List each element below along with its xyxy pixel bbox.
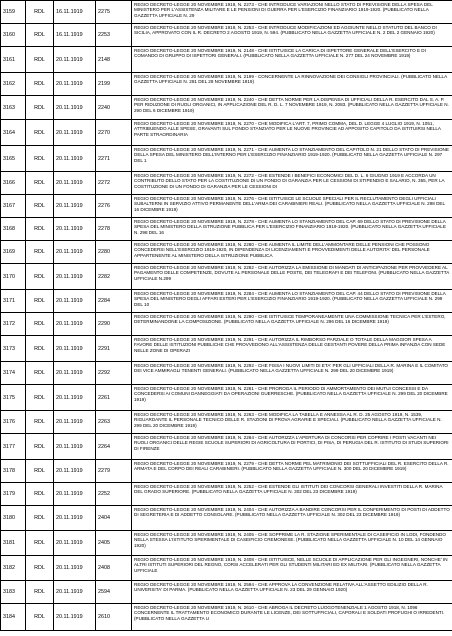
table-row xyxy=(1,556,452,581)
cell-type: RDL xyxy=(26,460,54,483)
table-row xyxy=(1,362,452,385)
table-row xyxy=(1,290,452,313)
cell-type: RDL xyxy=(26,146,54,172)
cell-code: 2404 xyxy=(96,506,132,531)
cell-type: RDL xyxy=(26,290,54,313)
cell-date: 20.11.1919 xyxy=(54,195,96,218)
cell-date: 20.11.1919 xyxy=(54,313,96,336)
cell-code: 2261 xyxy=(96,385,132,411)
cell-description: REGIO DECRETO-LEGGE 20 NOVEMBRE 1919, N. 2252 - CHE ESTENDE GLI ISTITUTI DEI CONCORSI GENERALI INVESTITI DELLA R. MARINA DEL GRADO SUPERIORE. (PUBBLICATO NELLA GAZZETTA UFFICIALE N. 302 DEL 23 DICEMBRE 1919) xyxy=(132,483,452,506)
cell-code: 2280 xyxy=(96,241,132,264)
cell-number: 3161 xyxy=(1,47,26,73)
table-row xyxy=(1,195,452,218)
table-row xyxy=(1,96,452,120)
cell-type: RDL xyxy=(26,264,54,290)
table-row xyxy=(1,313,452,336)
cell-description: REGIO DECRETO-LEGGE 20 NOVEMBRE 1919, N. 2284 - CHE AUMENTA LO STANZIAMENTO DEL CAP. 44 DELLO STATO DI PREVISIONE DELLA SPESA DEL MINISTERO DEGLI AFFARI ESTERI PER L'ESERCIZIO FINANZIARIO 1919-1920. (PUBBLICATO NELLA GAZZETTA UFFICIALE N. 299 DEL 10 xyxy=(132,290,452,313)
cell-date: 20.11.1919 xyxy=(54,241,96,264)
table-row xyxy=(1,146,452,172)
cell-number: 3167 xyxy=(1,195,26,218)
cell-code: 2405 xyxy=(96,531,132,556)
cell-number: 3169 xyxy=(1,241,26,264)
cell-type: RDL xyxy=(26,385,54,411)
cell-code: 2408 xyxy=(96,556,132,581)
cell-type: RDL xyxy=(26,218,54,241)
cell-number: 3180 xyxy=(1,506,26,531)
cell-code: 2594 xyxy=(96,581,132,604)
cell-type: RDL xyxy=(26,73,54,96)
cell-number: 3165 xyxy=(1,146,26,172)
cell-number: 3164 xyxy=(1,120,26,146)
cell-number: 3162 xyxy=(1,73,26,96)
cell-date: 20.11.1919 xyxy=(54,336,96,362)
cell-type: RDL xyxy=(26,195,54,218)
cell-date: 16.11.1919 xyxy=(54,24,96,47)
table-row xyxy=(1,24,452,47)
table-row xyxy=(1,604,452,631)
cell-code: 2264 xyxy=(96,434,132,460)
cell-number: 3159 xyxy=(1,1,26,24)
cell-description: REGIO DECRETO-LEGGE 20 NOVEMBRE 1919, N. 2270 - CHE MODIFICA L'ART. 7, PRIMO COMMA, DEL D. LEGGE 4 LUGLIO 1919, N. 1051, ATTRIBUENDO ALLE SPESE, GRAVANTI SUL FONDO STANZIATO PER LE NUOVE PROVINCIE AD APPOSITO CAPITOLO DA ISTITUIRSI NELLA PARTE STRAORDINARIA xyxy=(132,120,452,146)
cell-date: 20.11.1919 xyxy=(54,96,96,120)
cell-code: 2290 xyxy=(96,313,132,336)
cell-description: REGIO DECRETO-LEGGE 20 NOVEMBRE 1919, N. 2279 - CHE DETTA NORME PEL MATRIMONIO DEI SOTTUFFICIALI DEL R. ESERCITO DELLA R. ARMATA E DEL CORPO DEI REALI CARABINIERI. (PUBBLICATO NELLA GAZZETTA UFFICIALE N. 300 DEL 20 DICEMBRE 1919) xyxy=(132,460,452,483)
cell-code: 2252 xyxy=(96,483,132,506)
table-row xyxy=(1,411,452,434)
cell-code: 2253 xyxy=(96,24,132,47)
cell-description: REGIO DECRETO-LEGGE 20 NOVEMBRE 1919, N. 2278 - CHE AUMENTA LO STANZIAMENTO DEL CAP. 69 DELLO STATO DI PREVISIONE DELLA SPESA DEL MINISTERO DELLA ISTRUZIONE PUBBLICA PER L'ESERCIZIO FINANZIARIO 1919-1920. (PUBBLICATO NELLA GAZZETTA UFFICIALE N. 298 DEL 16 xyxy=(132,218,452,241)
cell-description: REGIO DECRETO-LEGGE 20 NOVEMBRE 1919, N. 2610 - CHE ABROGA IL DECRETO LUOGOTENENZIALE 1 AGOSTO 1918, N. 1096 CONCERNENTE IL TRATTAMENTO ECONOMICO DURANTE LE LICENZE, DEI SOTTUFFICIALI, CAPORALI E SOLDATI PROFUGHI O IRREDENTI. (PUBBLICATO NELLA GAZZETTA U xyxy=(132,604,452,631)
cell-code: 2275 xyxy=(96,1,132,24)
cell-type: RDL xyxy=(26,556,54,581)
cell-date: 20.11.1919 xyxy=(54,385,96,411)
cell-date: 20.11.1919 xyxy=(54,581,96,604)
cell-type: RDL xyxy=(26,313,54,336)
cell-date: 20.11.1919 xyxy=(54,120,96,146)
cell-description: REGIO DECRETO-LEGGE 20 NOVEMBRE 1919, N. 2280 - CHE AUMENTA IL LIMITE DELL'AMMONTARE DELLE PENSIONI CHE POSSONO CONCEDERSI NELL'ESERCIZIO 1919-1920, IN DIPENDENZA DI LICENZIAMENTI E PROVVEDIMENTI DELLE AUTORITA' DEL PERSONALE APPARTENENTE AL MINISTERO DELLA ISTRUZIONE PUBBLICA xyxy=(132,241,452,264)
cell-description: REGIO DECRETO-LEGGE 20 NOVEMBRE 1919, N. 2276 - CHE ISTITUISCE LE SCUOLE SPECIALI PER IL RECLUTAMENTO DEGLI UFFICIALI SUBALTERNI IN SERVIZIO ATTIVO PERMANENTE DELL'ARMA DEI CARABINIERI REALI. (PUBBLICATO NELLA GAZZETTA UFFICIALE N. 298 DEL 16 DICEMBRE 1919) xyxy=(132,195,452,218)
cell-code: 2270 xyxy=(96,120,132,146)
table-row xyxy=(1,531,452,556)
table-row xyxy=(1,506,452,531)
cell-description: REGIO DECRETO-LEGGE 20 NOVEMBRE 1919, N. 2240 - CHE DETTA NORME PER LA DISPENSA DI UFFICIALI DELLA R. ESERCITO DAL S. A. P. PER RIDUZIONE DI RUOLI ORGANICI, IN APPLICAZIONE DEL R. D. L. 7 NOVEMBRE 1919, N. 2083. (PUBBLICATO NELLA GAZZETTA UFFICIALE N. 290 DEL 6 DICEMBRE 1919) xyxy=(132,96,452,120)
cell-description: REGIO DECRETO-LEGGE 20 NOVEMBRE 1919, N. 2292 - CHE FISSA I NUOVI LIMITI DI ETA' PER GLI UFFICIALI DELLA R. MARINA E IL COMITATO DEI VICE AMMIRAGLI TENENTI GENERALI. (PUBBLICATO NELLA GAZZETTA UFFICIALE N. 299 DEL 20 DICEMBRE 1919) xyxy=(132,362,452,385)
cell-description: REGIO DECRETO-LEGGE 20 NOVEMBRE 1919, N. 2282 - CHE AUTORIZZA LA EMISSIONE DI MANDATI DI ANTICIPAZIONE PER PROVVEDERE AL PAGAMENTO DELLE COMPETENZE, DOVUTE AL PERSONALE DELLE POSTE, DEI TELEGRAFI E DEI TELEFONI. (PUBBLICATO NELLA GAZZETTA UFFICIALE N.299 xyxy=(132,264,452,290)
cell-code: 2279 xyxy=(96,460,132,483)
cell-number: 3163 xyxy=(1,96,26,120)
cell-number: 3178 xyxy=(1,460,26,483)
cell-date: 20.11.1919 xyxy=(54,290,96,313)
cell-code: 2278 xyxy=(96,218,132,241)
cell-number: 3166 xyxy=(1,172,26,195)
cell-code: 2199 xyxy=(96,73,132,96)
cell-number: 3173 xyxy=(1,336,26,362)
cell-date: 20.11.1919 xyxy=(54,146,96,172)
cell-type: RDL xyxy=(26,1,54,24)
cell-type: RDL xyxy=(26,47,54,73)
cell-date: 20.11.1919 xyxy=(54,218,96,241)
cell-date: 20.11.1919 xyxy=(54,483,96,506)
cell-description: REGIO DECRETO-LEGGE 20 NOVEMBRE 1919, N. 2271 - CHE AUMENTA LO STANZIAMENTO DEL CAPITOLO N. 21 DELLO STATO DI PREVISIONE DELLA SPESA DEL MINISTERO DELL'INTERNO PER L'ESERCIZIO FINANZIARIO 1919-1920. (PUBBLICATO NELLA GAZZETTA UFFICIALE N. 297 DEL 1 xyxy=(132,146,452,172)
table-row xyxy=(1,581,452,604)
table-row xyxy=(1,336,452,362)
cell-type: RDL xyxy=(26,120,54,146)
cell-date: 20.11.1919 xyxy=(54,556,96,581)
cell-code: 2282 xyxy=(96,264,132,290)
cell-number: 3160 xyxy=(1,24,26,47)
cell-date: 20.11.1919 xyxy=(54,47,96,73)
cell-date: 20.11.1919 xyxy=(54,604,96,631)
cell-description: REGIO DECRETO-LEGGE 20 NOVEMBRE 1919, N. 2290 - CHE ISTITUISCE TEMPORANEAMENTE UNA COMMISSIONE TECNICA PER L'ESTERO, DETERMINANDONE LA COMPOSIZIONE. (PUBBLICATO NELLA GAZZETTA UFFICIALE N. 296 DEL 16 DICEMBRE 1919) xyxy=(132,313,452,336)
cell-number: 3168 xyxy=(1,218,26,241)
cell-description: REGIO DECRETO-LEGGE 20 NOVEMBRE 1919, N. 2405 - CHE SOPPRIME LA R. STAZIONE SPERIMENTALE DI CASEIFICIO IN LODI, FONDENDO NELLA STESSA L'ISTITUTO SPERIMENTALE DI CASEIFICIO CREMONESE. (PUBBLICATO NELLA GAZZETTA UFFICIALE N. 10 DEL 14 GENNAIO 1920) xyxy=(132,531,452,556)
cell-number: 3170 xyxy=(1,264,26,290)
cell-code: 2610 xyxy=(96,604,132,631)
cell-date: 16.11.1919 xyxy=(54,1,96,24)
table-row xyxy=(1,434,452,460)
cell-number: 3174 xyxy=(1,362,26,385)
table-row xyxy=(1,483,452,506)
cell-code: 2240 xyxy=(96,96,132,120)
cell-date: 20.11.1919 xyxy=(54,460,96,483)
cell-description: REGIO DECRETO-LEGGE 20 NOVEMBRE 1919, N. 2261 - CHE PROROGA IL PERIODO DI AMMORTAMENTO DEI MUTUI CONCESSI E DA CONCEDERSI AI COMUNI DANNEGGIATI DA OPERAZIONI GUERRESCHE. (PUBBLICATO NELLA GAZZETTA UFFICIALE N. 299 DEL 20 DICEMBRE 1919) xyxy=(132,385,452,411)
table-row xyxy=(1,1,452,24)
table-row xyxy=(1,120,452,146)
cell-code: 2263 xyxy=(96,411,132,434)
cell-description: REGIO DECRETO-LEGGE 20 NOVEMBRE 1919, N. 2264 - CHE AUTORIZZA L'APERTURA DI CONCORSI PER COPRIRE I POSTI VACANTI NEI RUOLI ORGANICI DELLE REGIE SCUOLE SUPERIORI DI AGRICOLTURA DI PORTICI, DI PISA, DI PERUGIA DEL R. ISTITUTO DI STUDI SUPERIORI DI FIRENZE xyxy=(132,434,452,460)
cell-description: REGIO DECRETO-LEGGE 20 NOVEMBRE 1919, N. 2199 - CONCERNENTE LA RINNOVAZIONE DEI CONSIGLI PROVINCIALI. (PUBBLICATO NELLA GAZZETTA UFFICIALE N. 281 DEL 28 NOVEMBRE 1919) xyxy=(132,73,452,96)
cell-description: REGIO DECRETO-LEGGE 20 NOVEMBRE 1919, N. 2263 - CHE MODIFICA LA TABELLA E ANNESSA AL R. D. 25 AGOSTO 1919, N. 1539, RIGUARDANTE IL PERSONALE TECNICO DELLE R. STAZIONI DI PROVA AGRARIE E SPECIALI. (PUBBLICATO NELLA GAZZETTA UFFICIALE N. 299 DEL 20 DICEMBRE 1919) xyxy=(132,411,452,434)
cell-code: 2284 xyxy=(96,290,132,313)
cell-description: REGIO DECRETO-LEGGE 20 NOVEMBRE 1919, N. 2404 - CHE AUTORIZZA A BANDIRE CONCORSI PER IL CONFERIMENTO DI POSTI DI ADDETTO DI SEGRETERIA E DI ADDETTO CONSOLARE. (PUBBLICATO NELLA GAZZETTA UFFICIALE N. 302 DEL 23 DICEMBRE 1919) xyxy=(132,506,452,531)
decree-table-body xyxy=(1,1,452,631)
table-row xyxy=(1,172,452,195)
cell-type: RDL xyxy=(26,411,54,434)
cell-type: RDL xyxy=(26,362,54,385)
table-row xyxy=(1,73,452,96)
cell-type: RDL xyxy=(26,483,54,506)
table-row xyxy=(1,460,452,483)
cell-type: RDL xyxy=(26,96,54,120)
cell-date: 20.11.1919 xyxy=(54,411,96,434)
cell-type: RDL xyxy=(26,531,54,556)
cell-number: 3183 xyxy=(1,581,26,604)
cell-type: RDL xyxy=(26,24,54,47)
cell-description: REGIO DECRETO-LEGGE 20 NOVEMBRE 1919, N. 2148 - CHE ISTITUISCE LA CARICA DI ISPETTORE GENERALE DELL'ESERCITO E DI COMANDO DI GRUPPO DI ISPETTORI GENERALI. (PUBBLICATO NELLA GAZZETTA UFFICIALE N. 277 DEL 24 NOVEMBRE 1919) xyxy=(132,47,452,73)
cell-description: REGIO DECRETO-LEGGE 20 NOVEMBRE 1919, N. 2272 - CHE ESTENDE I BENEFICI ECONOMICI DEL D. L. 6 GIUGNO 1919 E ACCORDA UN CONTRIBUTO DELLO STATO PER LA COSTITUZIONE DI UN FONDO DI GARANZIA PER LE CESSIONI DI STIPENDIO E SALARIO, N. 355, PER LA COSTITUZIONE DI UN FONDO DI GARANZIA PER LE CESSIONI DI xyxy=(132,172,452,195)
cell-code: 2148 xyxy=(96,47,132,73)
cell-date: 20.11.1919 xyxy=(54,73,96,96)
cell-type: RDL xyxy=(26,506,54,531)
cell-type: RDL xyxy=(26,241,54,264)
table-row xyxy=(1,241,452,264)
cell-number: 3177 xyxy=(1,434,26,460)
cell-date: 20.11.1919 xyxy=(54,531,96,556)
cell-number: 3171 xyxy=(1,290,26,313)
cell-date: 20.11.1919 xyxy=(54,362,96,385)
cell-code: 2292 xyxy=(96,362,132,385)
cell-description: REGIO DECRETO-LEGGE 20 NOVEMBRE 1919, N. 2291 - CHE AUTORIZZA IL RIMBORSO PARZIALE O TOTALE DELLA MAGGIOR SPESA A FAVORE DELLE ISTITUZIONI PUBBLICHE CHE PROVVEDONO ALL'ASSISTENZA DELLE GESTANTI POVERE DELLA PRIMA INFANZIA CON SEDE NELLE ZONE DI OPERAZI xyxy=(132,336,452,362)
cell-number: 3184 xyxy=(1,604,26,631)
cell-number: 3181 xyxy=(1,531,26,556)
table-row xyxy=(1,47,452,73)
cell-type: RDL xyxy=(26,336,54,362)
table-row xyxy=(1,264,452,290)
cell-date: 20.11.1919 xyxy=(54,172,96,195)
cell-description: REGIO DECRETO-LEGGE 20 NOVEMBRE 1919, N. 2408 - CHE ISTITUISCE, NELLE SCUOLE DI APPLICAZIONE PER GLI INGEGNERI, NONCHE' IN ALTRI ISTITUTI SUPERIORI DEL REGNO, CORSI ACCELERATI PER GLI STUDENTI MILITARI ED EX MILITARI. (PUBBLICATO NELLA GAZZETTA UFFICIALE xyxy=(132,556,452,581)
cell-type: RDL xyxy=(26,581,54,604)
cell-type: RDL xyxy=(26,434,54,460)
cell-code: 2291 xyxy=(96,336,132,362)
cell-number: 3172 xyxy=(1,313,26,336)
cell-number: 3175 xyxy=(1,385,26,411)
cell-description: REGIO DECRETO-LEGGE 20 NOVEMBRE 1919, N. 2594 - CHE APPROVA LA CONVENZIONE RELATIVA ALL'ASSETTO EDILIZIO DELLA R. UNIVERSITA' DI PARMA. (PUBBLICATO NELLA GAZZETTA UFFICIALE N. 23 DEL 29 GENNAIO 1920) xyxy=(132,581,452,604)
cell-date: 20.11.1919 xyxy=(54,506,96,531)
cell-number: 3176 xyxy=(1,411,26,434)
cell-code: 2272 xyxy=(96,172,132,195)
cell-code: 2271 xyxy=(96,146,132,172)
cell-code: 2276 xyxy=(96,195,132,218)
table-row xyxy=(1,385,452,411)
cell-number: 3179 xyxy=(1,483,26,506)
cell-date: 20.11.1919 xyxy=(54,264,96,290)
cell-number: 3182 xyxy=(1,556,26,581)
cell-type: RDL xyxy=(26,604,54,631)
cell-description: REGIO DECRETO-LEGGE 20 NOVEMBRE 1919, N. 2253 - CHE INTRODUCE MODIFICAZIONI ED AGGIUNTE NELLO STATUTO DEL BANCO DI SICILIA, APPROVATO CON IL R. DECRETO 2 AGOSTO 1919, N. 594. (PUBBLICATO NELLA GAZZETTA UFFICIALE N. 2 DEL 2 GENNAIO 1920) xyxy=(132,24,452,47)
cell-type: RDL xyxy=(26,172,54,195)
table-row xyxy=(1,218,452,241)
cell-date: 20.11.1919 xyxy=(54,434,96,460)
cell-description: REGIO DECRETO-LEGGE 20 NOVEMBRE 1919, N. 2273 - CHE INTRODUCE VARIAZIONI NELLO STATO DI PREVISIONE DELLA SPESA DEL MINISTERO PER L'ASSISTENZA MILITARE E LE PENSIONI DI GUERRA PER L'ESERCIZIO FINANZIARIO 1919-1920. (PUBBLICATO NELLA GAZZETTA UFFICIALE N. 29 xyxy=(132,1,452,24)
